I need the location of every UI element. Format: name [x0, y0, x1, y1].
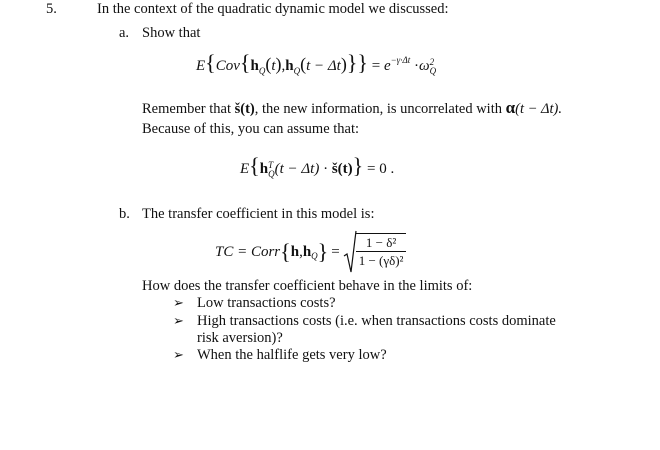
part-b-label: b. — [119, 206, 130, 222]
equation-uncorrelated: E{h T Q (t − Δt) · š(t)} = 0 . — [240, 153, 395, 179]
bullet-low-costs: Low transactions costs? — [197, 295, 336, 311]
alpha-symbol: α — [505, 98, 516, 117]
question-intro: In the context of the quadratic dynamic model we discussed: — [97, 1, 449, 17]
limits-question: How does the transfer coefficient behave in the limits of: — [142, 278, 473, 294]
bullet-high-costs-line1: High transactions costs (i.e. when transactions costs dominate — [197, 313, 556, 329]
arrowhead-bullet-icon: ➢ — [173, 295, 184, 310]
arrowhead-bullet-icon: ➢ — [173, 347, 184, 362]
fraction-numerator: 1 − δ² — [356, 235, 407, 252]
cov-operator: Cov — [215, 58, 240, 74]
fraction-denominator: 1 − (γδ)² — [358, 252, 404, 268]
question-number: 5. — [46, 1, 57, 17]
new-information-symbol: š(t) — [234, 101, 255, 117]
bullet-item — [173, 346, 184, 364]
equation-cov-h: $E\{Cov\{h_Q(t),h_Q(t - \Delta t)\}\} = e^{-\gamma\cdot\Delta t} \cdot\omega$ 2 Q — [196, 50, 437, 76]
bullet-halflife: When the halflife gets very low? — [197, 347, 387, 363]
part-a-instruction: Show that — [142, 25, 201, 41]
bullet-item — [173, 312, 184, 330]
sqrt-radical-icon — [343, 230, 357, 274]
remember-line-1: Remember that š(t), the new information, is uncorrelated with α(t − Δt). — [142, 98, 563, 117]
part-a-label: a. — [119, 25, 130, 41]
fraction — [356, 235, 407, 270]
equation-transfer-coefficient: TC = Corr { h , h Q } = $\frac{\text{1 − δ²}}{\text{1 − (γδ)²}}$ — [215, 230, 406, 274]
part-b-instruction: The transfer coefficient in this model is: — [142, 206, 375, 222]
expectation-symbol: E — [196, 58, 206, 74]
bullet-item — [173, 294, 184, 312]
remember-line-2: Because of this, you can assume that: — [142, 121, 360, 137]
bullet-high-costs-line2: risk aversion)? — [197, 330, 283, 346]
arrowhead-bullet-icon: ➢ — [173, 313, 184, 328]
